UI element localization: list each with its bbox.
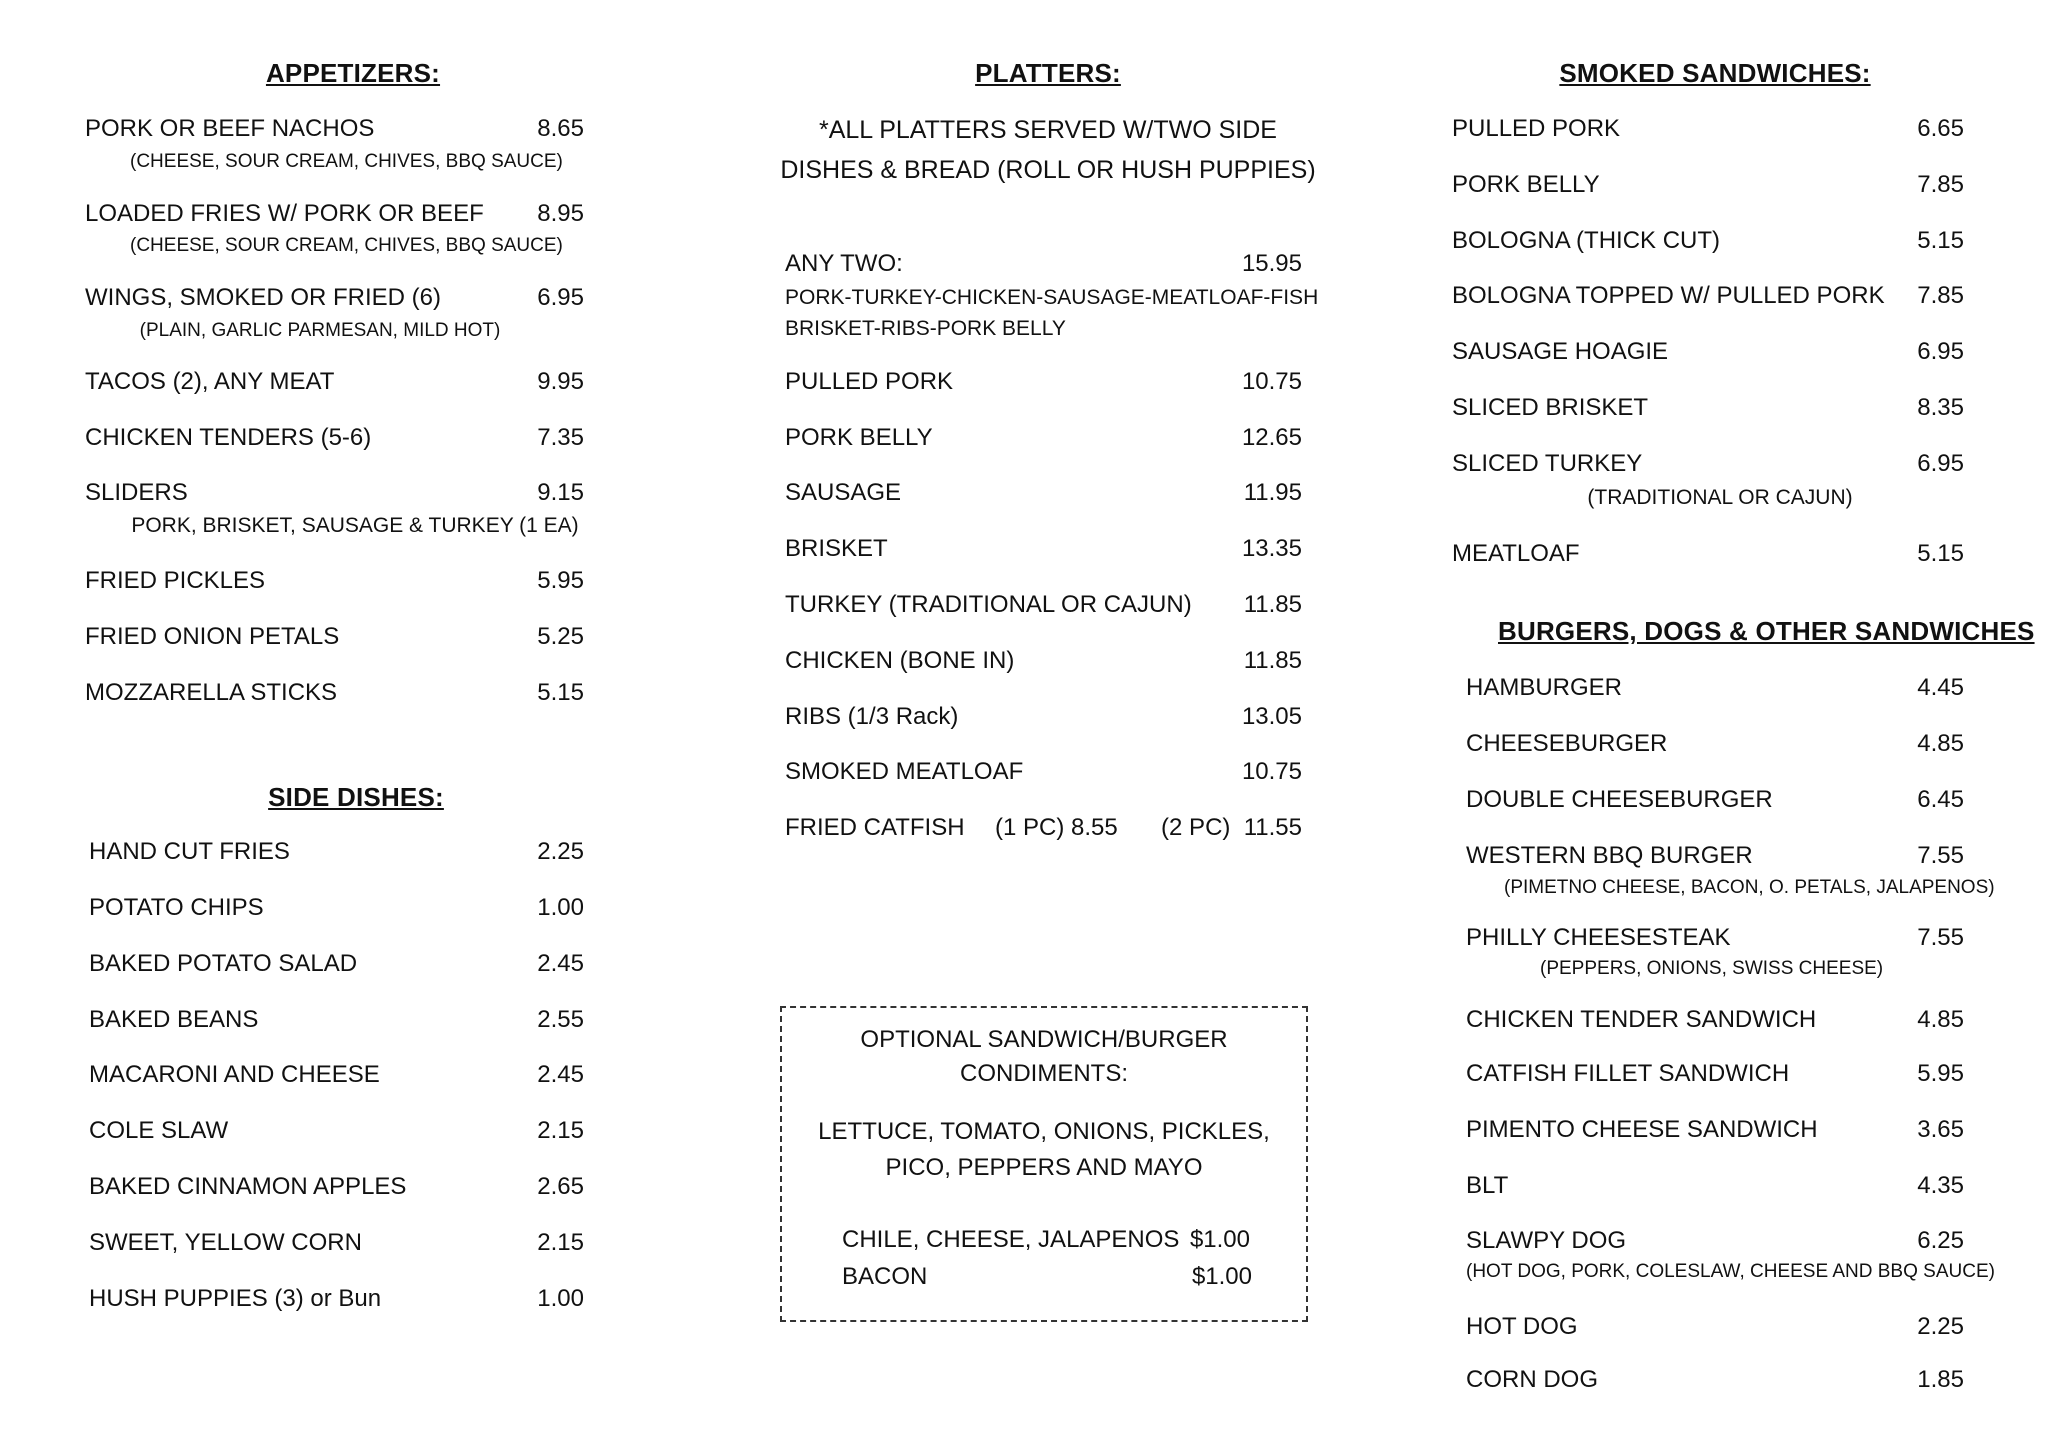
smoked-sandwich-name: SAUSAGE HOAGIE bbox=[1452, 338, 1669, 365]
appetizer-name: SLIDERS bbox=[85, 479, 188, 506]
side-dish-price: 2.25 bbox=[537, 838, 584, 865]
appetizer-name: LOADED FRIES W/ PORK OR BEEF bbox=[85, 200, 484, 227]
side-dish-price: 1.00 bbox=[537, 894, 584, 921]
platter-price: 13.35 bbox=[1241, 535, 1302, 562]
side-dish-name: MACARONI AND CHEESE bbox=[89, 1061, 380, 1088]
appetizer-price: 5.95 bbox=[537, 567, 584, 594]
condiments-extra-name: CHILE, CHEESE, JALAPENOS bbox=[842, 1226, 1180, 1253]
appetizer-desc: (CHEESE, SOUR CREAM, CHIVES, BBQ SAUCE) bbox=[130, 235, 563, 256]
platters-heading: PLATTERS: bbox=[975, 58, 1121, 88]
appetizer-name: FRIED PICKLES bbox=[85, 567, 266, 594]
appetizer-desc: (CHEESE, SOUR CREAM, CHIVES, BBQ SAUCE) bbox=[130, 151, 563, 172]
condiments-extra-name: BACON bbox=[842, 1263, 928, 1290]
burger-name: PHILLY CHEESESTEAK bbox=[1466, 924, 1731, 951]
smoked-sandwich-price: 8.35 bbox=[1917, 394, 1964, 421]
platter-catfish-name: FRIED CATFISH bbox=[785, 814, 965, 841]
side-dish-price: 2.65 bbox=[537, 1173, 584, 1200]
platter-name: TURKEY (TRADITIONAL OR CAJUN) bbox=[785, 591, 1192, 618]
condiments-free: LETTUCE, TOMATO, ONIONS, PICKLES, bbox=[818, 1118, 1270, 1145]
condiments-box bbox=[780, 1006, 1308, 1322]
burger-price: 3.65 bbox=[1917, 1116, 1964, 1143]
burger-desc: (HOT DOG, PORK, COLESLAW, CHEESE AND BBQ SAUCE) bbox=[1466, 1261, 1995, 1282]
smoked-sandwich-name: PULLED PORK bbox=[1452, 115, 1621, 142]
appetizer-price: 6.95 bbox=[537, 284, 584, 311]
platter-price: 11.95 bbox=[1243, 479, 1302, 506]
side-dish-price: 2.45 bbox=[537, 1061, 584, 1088]
burger-price: 5.95 bbox=[1917, 1060, 1964, 1087]
side-dish-price: 2.15 bbox=[537, 1117, 584, 1144]
appetizer-price: 7.35 bbox=[537, 424, 584, 451]
smoked-sandwich-desc: (TRADITIONAL OR CAJUN) bbox=[1587, 486, 1853, 509]
appetizer-price: 5.25 bbox=[537, 623, 584, 650]
appetizer-price: 8.95 bbox=[537, 200, 584, 227]
burger-price: 6.25 bbox=[1917, 1227, 1964, 1254]
platter-name: PULLED PORK bbox=[785, 368, 954, 395]
smoked-sandwich-name: BOLOGNA (THICK CUT) bbox=[1452, 227, 1721, 254]
platter-catfish-option: (2 PC) 11.55 bbox=[1161, 814, 1302, 841]
platter-price: 10.75 bbox=[1241, 758, 1302, 785]
platter-name: CHICKEN (BONE IN) bbox=[785, 647, 1015, 674]
smoked-sandwich-name: SLICED TURKEY bbox=[1452, 450, 1643, 477]
burger-name: HOT DOG bbox=[1466, 1313, 1578, 1340]
platter-price: 11.85 bbox=[1243, 591, 1302, 618]
appetizer-price: 5.15 bbox=[537, 679, 584, 706]
side-dish-name: HUSH PUPPIES (3) or Bun bbox=[89, 1285, 382, 1312]
burger-name: CHEESEBURGER bbox=[1466, 730, 1668, 757]
platter-any-two-name: ANY TWO: bbox=[785, 250, 903, 277]
platter-name: BRISKET bbox=[785, 535, 888, 562]
platter-price: 12.65 bbox=[1241, 424, 1302, 451]
appetizer-name: PORK OR BEEF NACHOS bbox=[85, 115, 375, 142]
appetizer-name: FRIED ONION PETALS bbox=[85, 623, 340, 650]
platter-any-two-meats: BRISKET-RIBS-PORK BELLY bbox=[785, 317, 1066, 340]
burger-price: 4.85 bbox=[1917, 730, 1964, 757]
platter-name: PORK BELLY bbox=[785, 424, 933, 451]
side-dishes-heading: SIDE DISHES: bbox=[268, 782, 444, 812]
burger-price: 7.55 bbox=[1917, 924, 1964, 951]
appetizer-name: WINGS, SMOKED OR FRIED (6) bbox=[85, 284, 442, 311]
burger-name: WESTERN BBQ BURGER bbox=[1466, 842, 1753, 869]
platter-price: 10.75 bbox=[1241, 368, 1302, 395]
smoked-sandwich-name: SLICED BRISKET bbox=[1452, 394, 1649, 421]
smoked-sandwich-name: MEATLOAF bbox=[1452, 540, 1580, 567]
burger-name: CATFISH FILLET SANDWICH bbox=[1466, 1060, 1790, 1087]
side-dish-price: 2.45 bbox=[537, 950, 584, 977]
side-dish-name: BAKED BEANS bbox=[89, 1006, 259, 1033]
burgers-heading-clip bbox=[1496, 614, 2035, 650]
smoked-sandwich-price: 5.15 bbox=[1917, 540, 1964, 567]
appetizers-heading: APPETIZERS: bbox=[265, 58, 441, 88]
appetizer-price: 9.95 bbox=[537, 368, 584, 395]
burger-desc-clip bbox=[1490, 874, 1995, 904]
burger-price: 4.85 bbox=[1917, 1006, 1964, 1033]
burger-name: SLAWPY DOG bbox=[1466, 1227, 1627, 1254]
platters-note: DISHES & BREAD (ROLL OR HUSH PUPPIES) bbox=[780, 156, 1316, 184]
smoked-sandwich-name: BOLOGNA TOPPED W/ PULLED PORK bbox=[1452, 282, 1885, 309]
appetizer-price: 9.15 bbox=[537, 479, 584, 506]
burger-name: DOUBLE CHEESEBURGER bbox=[1466, 786, 1773, 813]
burger-name: HAMBURGER bbox=[1466, 674, 1623, 701]
appetizer-price: 8.65 bbox=[537, 115, 584, 142]
smoked-sandwich-price: 6.65 bbox=[1917, 115, 1964, 142]
burger-price: 6.45 bbox=[1917, 786, 1964, 813]
smoked-sandwich-price: 6.95 bbox=[1917, 338, 1964, 365]
side-dish-name: HAND CUT FRIES bbox=[89, 838, 290, 865]
condiments-title: CONDIMENTS: bbox=[960, 1060, 1128, 1087]
burger-price: 7.55 bbox=[1917, 842, 1964, 869]
platter-any-two-meats: PORK-TURKEY-CHICKEN-SAUSAGE-MEATLOAF-FISH bbox=[785, 286, 1319, 309]
side-dish-price: 1.00 bbox=[537, 1285, 584, 1312]
condiments-extra-price: $1.00 bbox=[1191, 1263, 1252, 1290]
platter-name: SAUSAGE bbox=[785, 479, 902, 506]
burger-price: 1.85 bbox=[1917, 1366, 1964, 1393]
side-dish-name: BAKED CINNAMON APPLES bbox=[89, 1173, 407, 1200]
side-dish-name: SWEET, YELLOW CORN bbox=[89, 1229, 362, 1256]
appetizer-desc: PORK, BRISKET, SAUSAGE & TURKEY (1 EA) bbox=[131, 514, 579, 537]
side-dish-name: POTATO CHIPS bbox=[89, 894, 264, 921]
side-dish-name: BAKED POTATO SALAD bbox=[89, 950, 358, 977]
burgers-heading: BURGERS, DOGS & OTHER SANDWICHES bbox=[1498, 616, 2035, 646]
appetizer-desc: (PLAIN, GARLIC PARMESAN, MILD HOT) bbox=[139, 320, 501, 341]
smoked-sandwiches-heading: SMOKED SANDWICHES: bbox=[1559, 58, 1871, 88]
burger-desc: (PIMETNO CHEESE, BACON, O. PETALS, JALAPENOS) bbox=[1504, 877, 1995, 898]
platter-name: RIBS (1/3 Rack) bbox=[785, 703, 959, 730]
platters-note: *ALL PLATTERS SERVED W/TWO SIDE bbox=[819, 116, 1277, 144]
smoked-sandwich-price: 7.85 bbox=[1917, 282, 1964, 309]
platter-catfish-option: (1 PC) 8.55 bbox=[995, 814, 1118, 841]
platter-price: 13.05 bbox=[1241, 703, 1302, 730]
platter-any-two-price: 15.95 bbox=[1241, 250, 1302, 277]
side-dish-price: 2.55 bbox=[537, 1006, 584, 1033]
burger-name: CORN DOG bbox=[1466, 1366, 1598, 1393]
condiments-title: OPTIONAL SANDWICH/BURGER bbox=[860, 1026, 1228, 1053]
burger-desc-clip bbox=[1460, 1258, 1995, 1288]
side-dish-price: 2.15 bbox=[537, 1229, 584, 1256]
burger-price: 4.35 bbox=[1917, 1172, 1964, 1199]
appetizer-name: CHICKEN TENDERS (5-6) bbox=[85, 424, 372, 451]
condiments-free: PICO, PEPPERS AND MAYO bbox=[885, 1154, 1203, 1181]
burger-desc: (PEPPERS, ONIONS, SWISS CHEESE) bbox=[1540, 958, 1884, 979]
appetizer-name: MOZZARELLA STICKS bbox=[85, 679, 338, 706]
side-dish-name: COLE SLAW bbox=[89, 1117, 229, 1144]
platter-price: 11.85 bbox=[1243, 647, 1302, 674]
appetizer-name: TACOS (2), ANY MEAT bbox=[85, 368, 335, 395]
burger-name: CHICKEN TENDER SANDWICH bbox=[1466, 1006, 1817, 1033]
burger-name: PIMENTO CHEESE SANDWICH bbox=[1466, 1116, 1818, 1143]
burger-price: 2.25 bbox=[1917, 1313, 1964, 1340]
smoked-sandwich-price: 7.85 bbox=[1917, 171, 1964, 198]
smoked-sandwich-price: 6.95 bbox=[1917, 450, 1964, 477]
platter-name: SMOKED MEATLOAF bbox=[785, 758, 1024, 785]
condiments-extra-price: $1.00 bbox=[1189, 1226, 1250, 1253]
smoked-sandwich-name: PORK BELLY bbox=[1452, 171, 1600, 198]
burger-name: BLT bbox=[1466, 1172, 1509, 1199]
smoked-sandwich-price: 5.15 bbox=[1917, 227, 1964, 254]
burger-price: 4.45 bbox=[1917, 674, 1964, 701]
